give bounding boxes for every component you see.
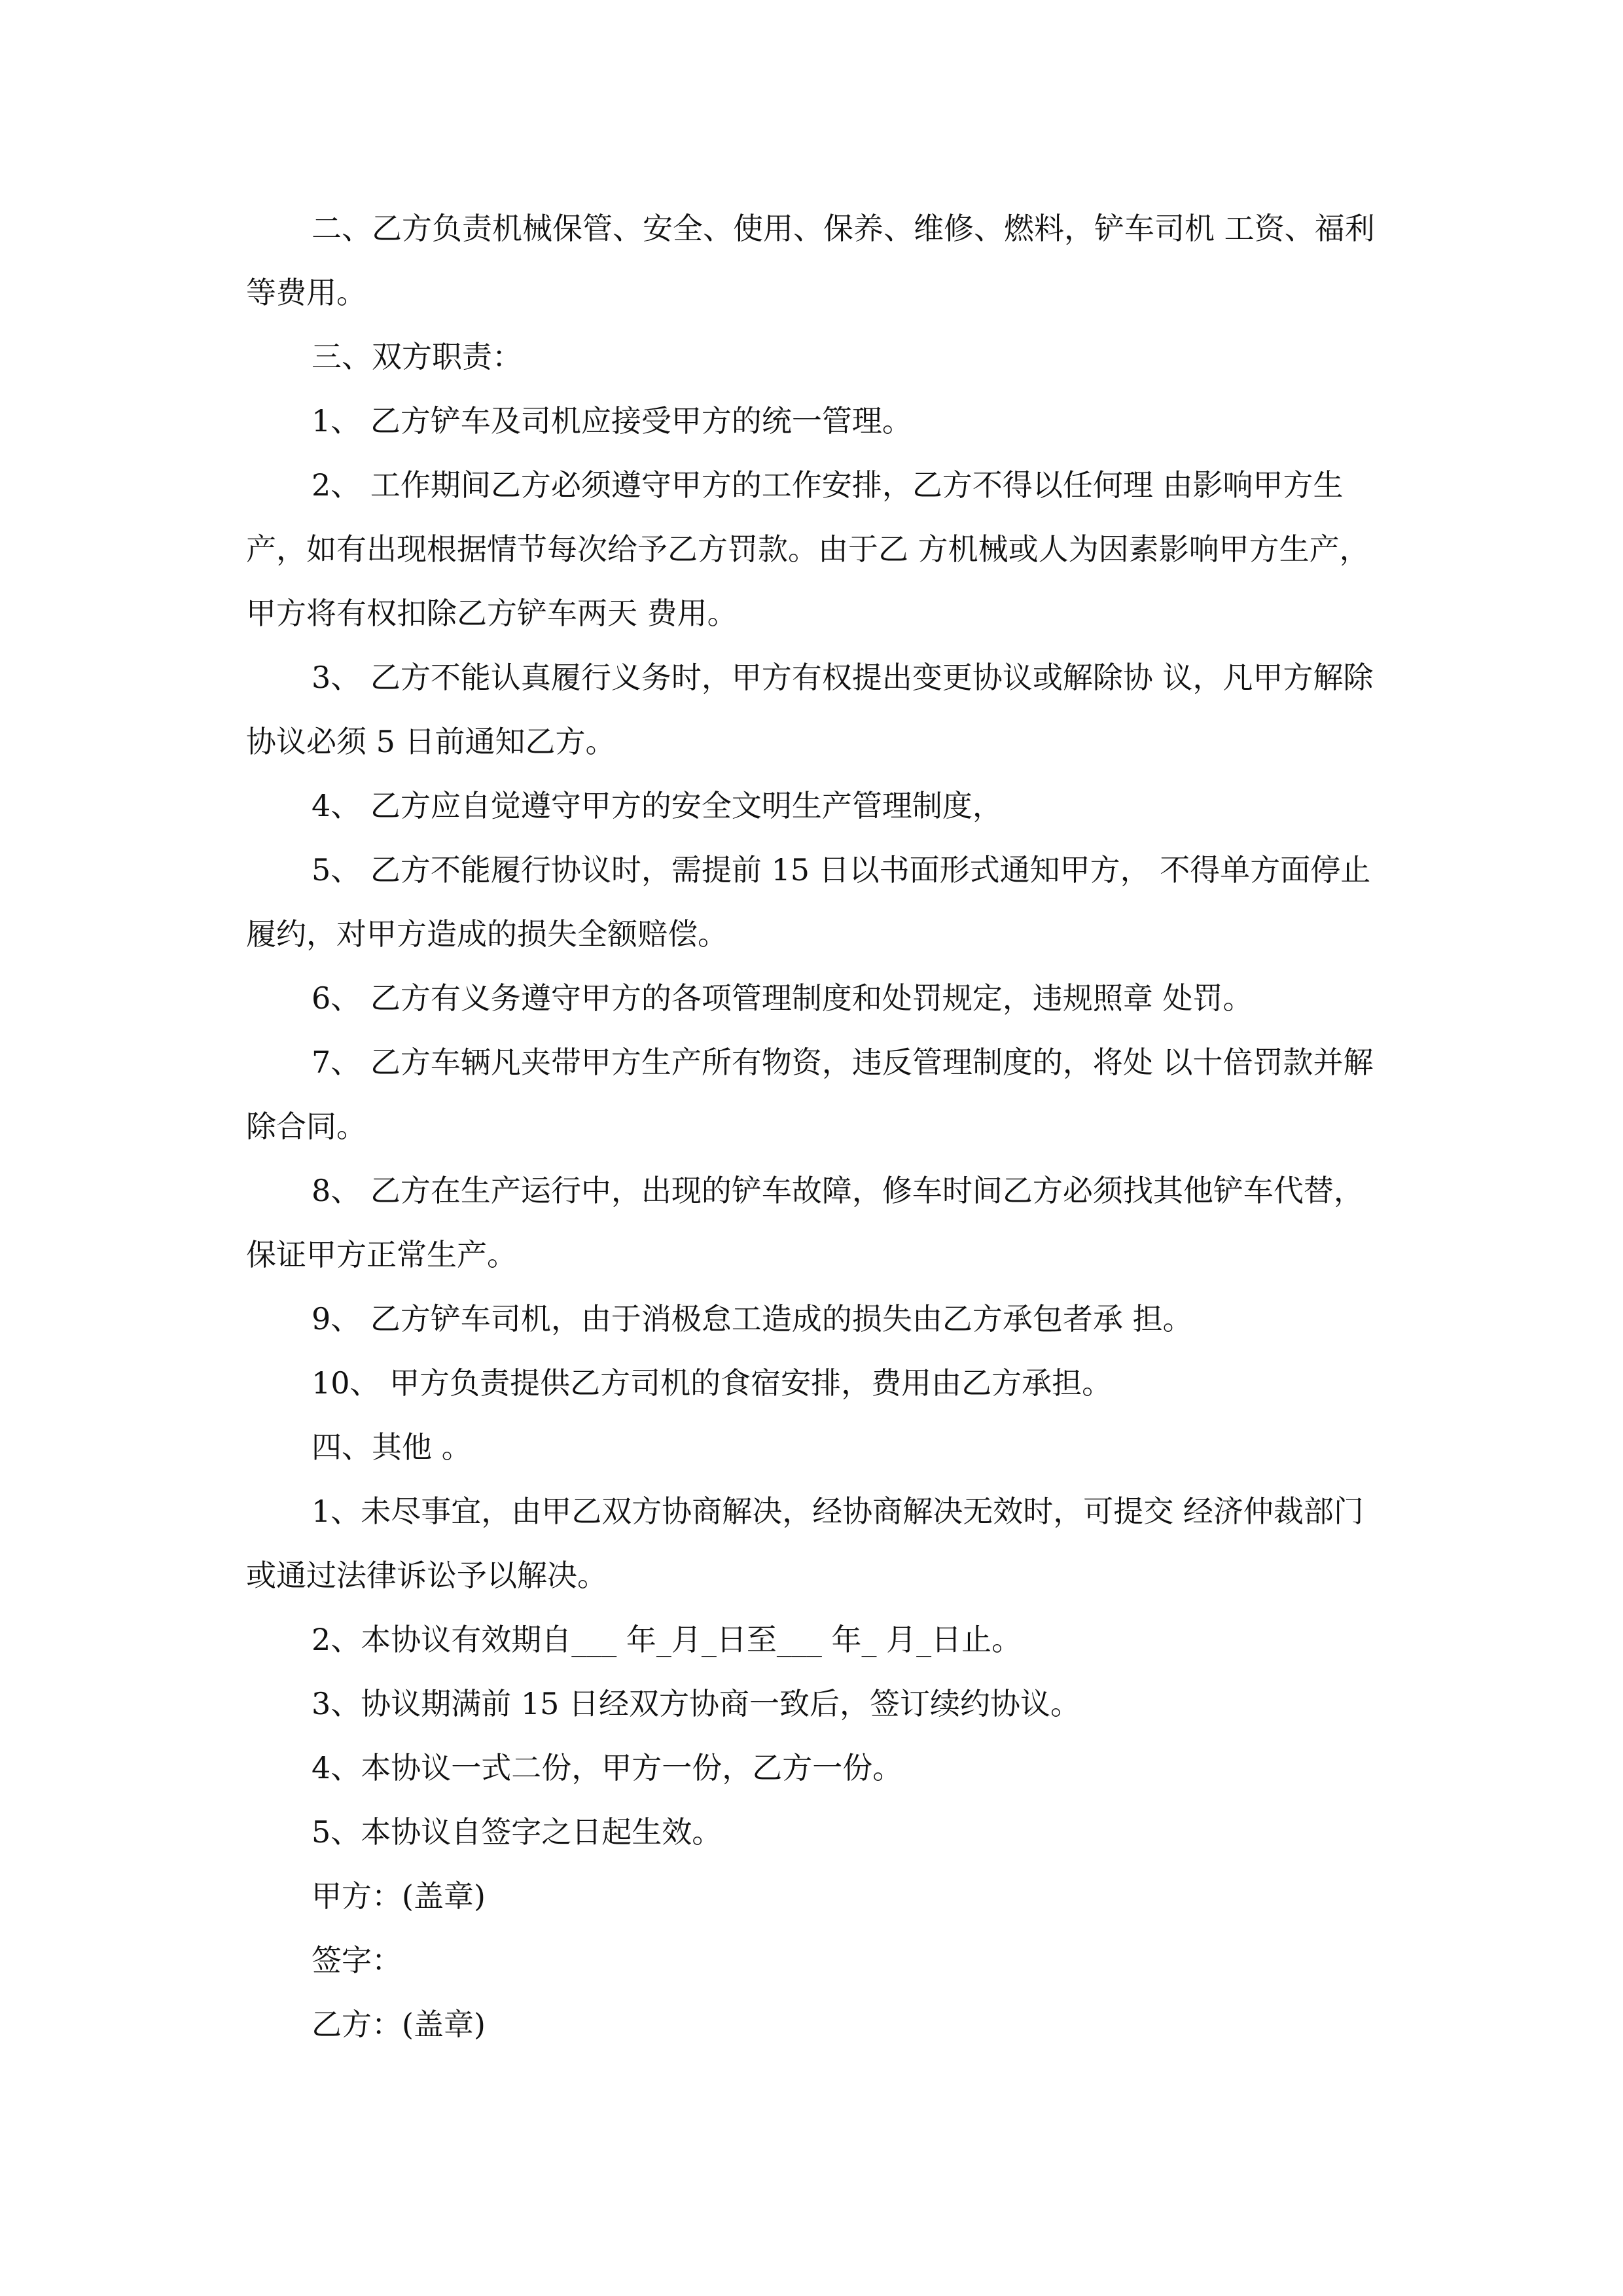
party-b-seal-line: 乙方：(盖章): [312, 2007, 486, 2042]
duty-item-2: 2、 工作期间乙方必须遵守甲方的工作安排，乙方不得以任何理 由影响甲方生产，如有出现根据情节每次给予乙方罚款。由于乙 方机械或人为因素影响甲方生产，甲方将有权扣除乙方铲车两天 费用。: [246, 467, 1370, 631]
duty-item-9: 9、 乙方铲车司机，由于消极怠工造成的损失由乙方承包者承 担。: [312, 1301, 1193, 1336]
section-3-heading: 三、双方职责：: [312, 339, 522, 374]
other-item-3: 3、协议期满前 15 日经双方协商一致后，签订续约协议。: [312, 1686, 1081, 1721]
signature-line: 签字：: [312, 1943, 402, 1978]
other-item-5: 5、本协议自签字之日起生效。: [312, 1814, 722, 1850]
duty-item-5: 5、 乙方不能履行协议时，需提前 15 日以书面形式通知甲方， 不得单方面停止履约，对甲方造成的损失全额赔偿。: [246, 852, 1371, 952]
other-item-2: 2、本协议有效期自___ 年_月_日至___ 年_ 月_日止。: [312, 1622, 1022, 1657]
duty-item-1: 1、 乙方铲车及司机应接受甲方的统一管理。: [312, 403, 912, 439]
other-item-4: 4、本协议一式二份，甲方一份，乙方一份。: [312, 1750, 903, 1785]
clause-2-equipment: 二、乙方负责机械保管、安全、使用、保养、维修、燃料，铲车司机 工资、福利等费用。: [246, 211, 1375, 310]
duty-item-7: 7、 乙方车辆凡夹带甲方生产所有物资，违反管理制度的，将处 以十倍罚款并解除合同。: [246, 1045, 1374, 1144]
section-4-heading: 四、其他 。: [312, 1429, 472, 1465]
party-a-seal-line: 甲方：(盖章): [312, 1878, 486, 1914]
duty-item-4: 4、 乙方应自觉遵守甲方的安全文明生产管理制度，: [312, 788, 1003, 823]
duty-item-10: 10、 甲方负责提供乙方司机的食宿安排，费用由乙方承担。: [312, 1365, 1113, 1401]
other-item-1: 1、未尽事宜，由甲乙双方协商解决，经协商解决无效时，可提交 经济仲裁部门或通过法律诉讼予以解决。: [246, 1494, 1364, 1593]
document-body: [246, 196, 1378, 2056]
duty-item-8: 8、 乙方在生产运行中，出现的铲车故障，修车时间乙方必须找其他铲车代替，保证甲方正常生产。: [246, 1173, 1364, 1272]
duty-item-3: 3、 乙方不能认真履行义务时，甲方有权提出变更协议或解除协 议，凡甲方解除协议必须 5 日前通知乙方。: [246, 660, 1374, 759]
duty-item-6: 6、 乙方有义务遵守甲方的各项管理制度和处罚规定，违规照章 处罚。: [312, 980, 1253, 1016]
